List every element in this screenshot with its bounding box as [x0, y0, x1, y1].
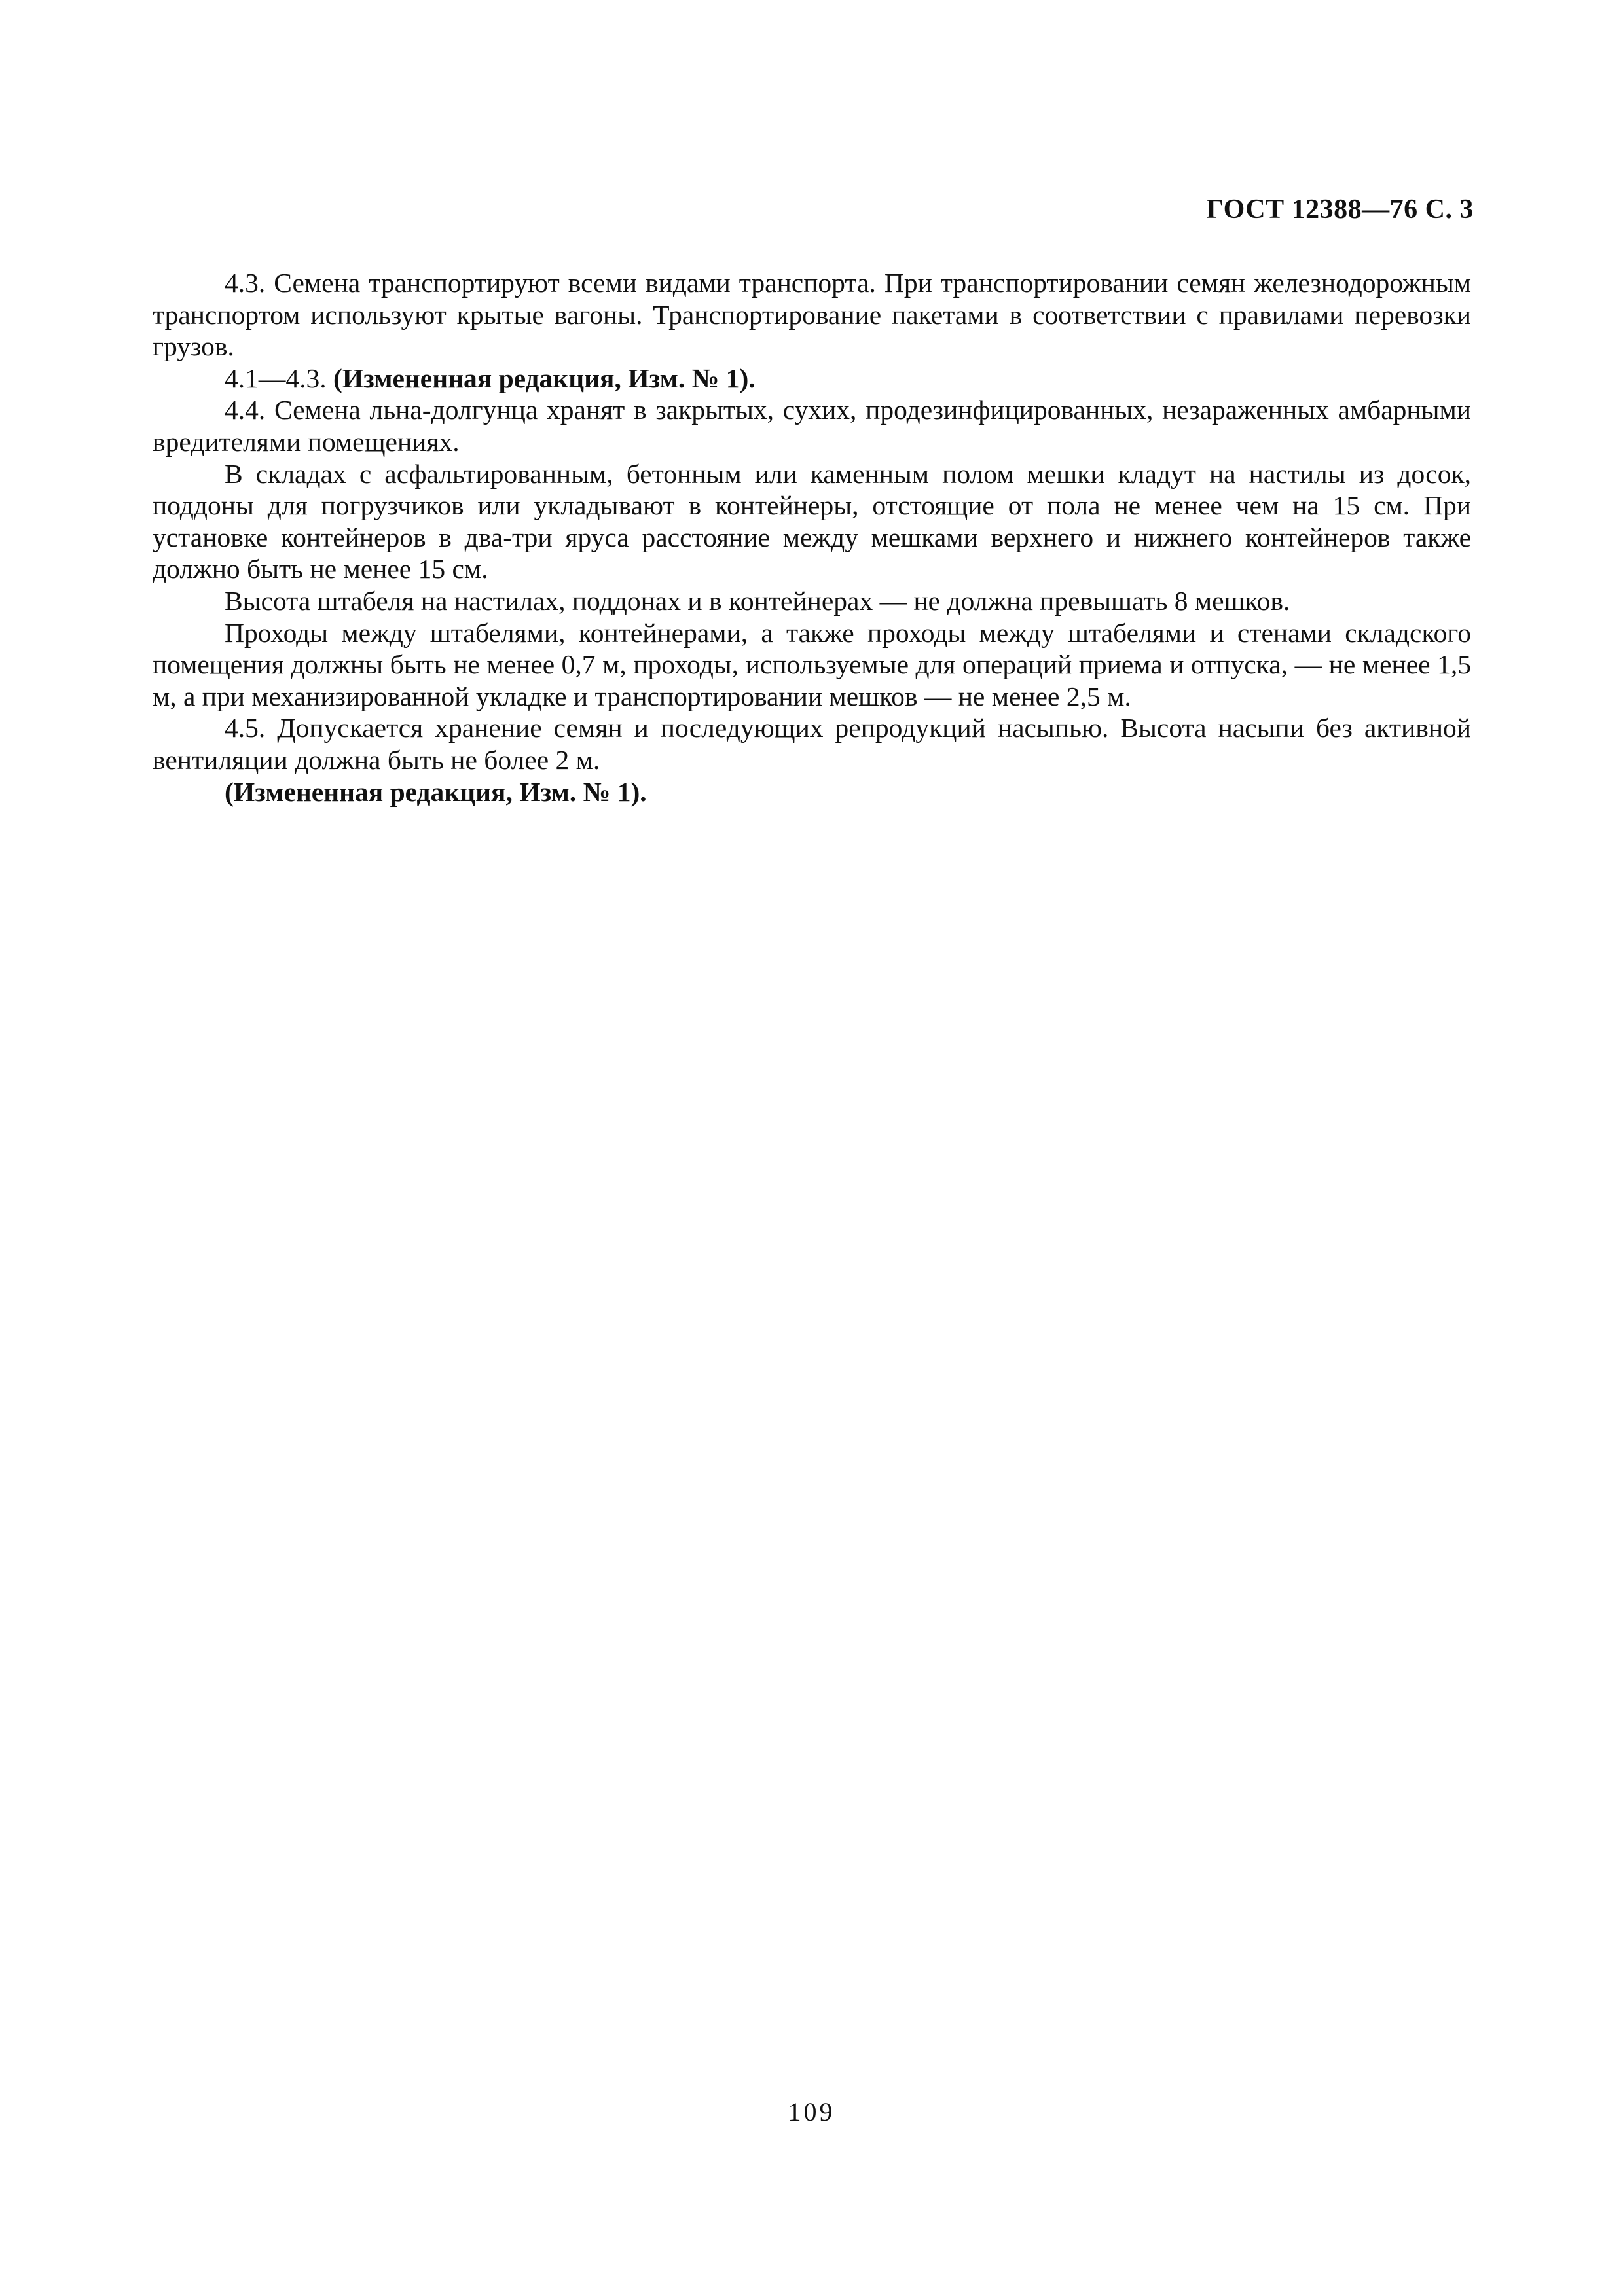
- amendment-note: (Измененная редакция, Изм. № 1).: [225, 776, 647, 807]
- paragraph-amendment-4-1-4-3: [153, 363, 1471, 395]
- paragraph-4-4-stores: В складах с асфальтированным, бетонным или каменным полом мешки кладут на настилы из досок, поддоны для погрузчиков или укладывают в контейнеры, отстоящие от пола не менее чем на 15 см. При установке контейнеров в два-три яруса расстояние между мешками верхнего и нижнего контейнеров также должно быть не менее 15 см.: [153, 458, 1471, 584]
- page-number: 109: [788, 2097, 835, 2126]
- paragraph-4-4: 4.4. Семена льна-долгунца хранят в закрытых, сухих, продезинфицированных, незараженных амбарными вредителями помещениях.: [153, 395, 1471, 457]
- paragraph-amendment-4-5: [153, 776, 1471, 808]
- amendment-range: 4.1—4.3.: [225, 363, 327, 393]
- document-body: [153, 267, 1471, 808]
- paragraph-4-4-passages: Проходы между штабелями, контейнерами, а также проходы между штабелями и стенами складского помещения должны быть не менее 0,7 м, проходы, используемые для операций приема и отпуска, — не менее 1,5 м, а при механизированной укладке и транспортировании мешков — не менее 2,5 м.: [153, 617, 1471, 711]
- amendment-note: (Измененная редакция, Изм. № 1).: [333, 363, 756, 393]
- paragraph-4-3: 4.3. Семена транспортируют всеми видами транспорта. При транспортировании семян железнодорожным транспортом используют крытые вагоны. Транспортирование пакетами в соответствии с правилами перевозки грузов.: [153, 268, 1471, 362]
- paragraph-4-4-stack-height: Высота штабеля на настилах, поддонах и в контейнерах — не должна превышать 8 мешков.: [225, 585, 1290, 616]
- page-header: ГОСТ 12388—76 С. 3: [1206, 194, 1474, 224]
- paragraph-4-5: 4.5. Допускается хранение семян и последующих репродукций насыпью. Высота насыпи без активной вентиляции должна быть не более 2 м.: [153, 713, 1471, 775]
